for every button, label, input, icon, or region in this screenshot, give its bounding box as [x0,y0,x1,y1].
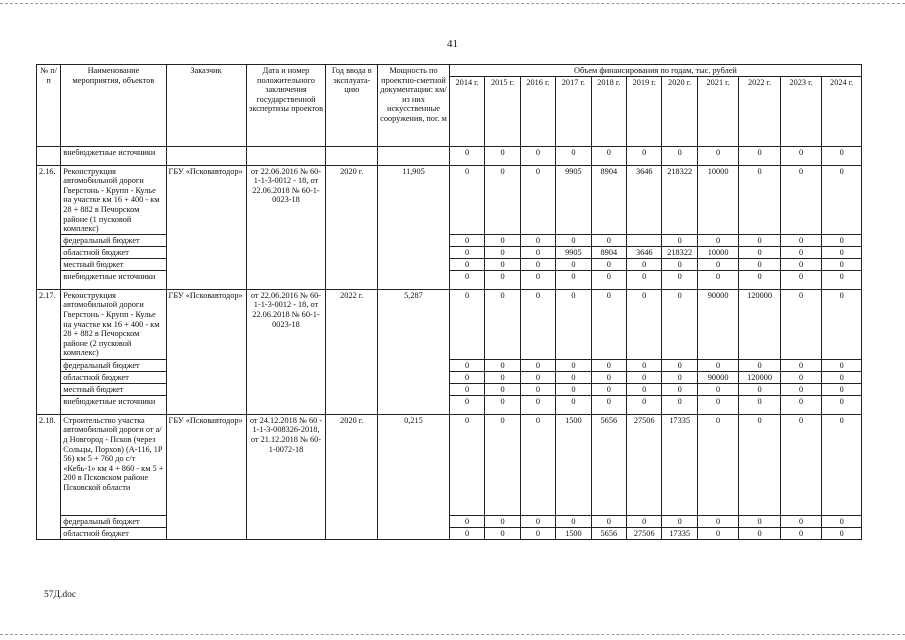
value-cell: 0 [591,234,626,246]
source-row [37,258,862,270]
value-cell: 0 [780,371,821,383]
value-cell: 1500 [556,527,591,539]
value-cell: 0 [485,165,520,234]
value-cell: 0 [520,146,555,165]
value-cell: 0 [449,359,484,371]
value-cell: 0 [449,258,484,270]
value-cell: 0 [739,258,780,270]
project-capacity: 11,905 [378,165,450,289]
value-cell: 120000 [739,289,780,359]
source-row [37,515,862,527]
value-cell: 0 [697,234,738,246]
header-capacity: Мощность по проектно-сметной документации: км/из них искусственные сооружения, пог. м [378,65,450,147]
value-cell: 0 [449,246,484,258]
value-cell: 0 [520,258,555,270]
source-label: федеральный бюджет [61,515,166,527]
source-label: внебюджетные источники [61,270,166,289]
value-cell: 0 [449,395,484,414]
value-cell: 0 [662,258,697,270]
value-cell: 0 [556,289,591,359]
source-row [37,234,862,246]
value-cell: 0 [449,383,484,395]
value-cell: 0 [822,515,862,527]
project-number: 2.17. [37,289,61,414]
value-cell: 9905 [556,165,591,234]
value-cell: 0 [739,383,780,395]
source-row [37,383,862,395]
source-row [37,246,862,258]
value-cell: 9905 [556,246,591,258]
value-cell: 0 [822,395,862,414]
value-cell: 0 [662,270,697,289]
value-cell: 0 [485,246,520,258]
header-year-5: 2019 г. [627,76,662,146]
value-cell: 0 [520,234,555,246]
value-cell: 218322 [662,165,697,234]
header-year-3: 2017 г. [556,76,591,146]
value-cell: 0 [822,289,862,359]
value-cell: 0 [627,289,662,359]
value-cell: 0 [627,395,662,414]
value-cell: 0 [556,383,591,395]
project-name: Реконструкция автомобильной дороги Гверстонь - Крупп - Кулье на участке км 16 + 400 - км 28 + 882 в Печорском районе (1 пусковой комплекс) [61,165,166,234]
value-cell: 0 [662,395,697,414]
source-row [37,395,862,414]
scan-edge-top [0,3,905,4]
header-year: Год ввода в эксплуата-цию [326,65,378,147]
header-year-4: 2018 г. [591,76,626,146]
value-cell: 0 [627,146,662,165]
source-label: федеральный бюджет [61,234,166,246]
value-cell: 0 [780,383,821,395]
value-cell: 0 [822,414,862,515]
empty-cell [37,146,61,165]
value-cell: 8904 [591,246,626,258]
value-cell: 8904 [591,165,626,234]
project-expertise: от 22.06.2016 № 60-1-1-3-0012 - 18, от 22.06.2018 № 60-1-0023-18 [246,289,326,414]
project-name: Реконструкция автомобильной дороги Гверстонь - Крупп - Кулье на участке км 16 + 400 - км 28 + 882 в Печорском районе (2 пусковой комплекс) [61,289,166,359]
value-cell: 0 [449,515,484,527]
value-cell: 0 [485,146,520,165]
project-number: 2.16. [37,165,61,289]
value-cell: 0 [485,289,520,359]
source-label: внебюджетные источники [61,395,166,414]
value-cell: 0 [780,146,821,165]
value-cell: 3646 [627,246,662,258]
value-cell: 0 [520,289,555,359]
value-cell: 0 [780,515,821,527]
empty-cell [166,146,246,165]
value-cell: 0 [822,246,862,258]
funding-table [36,64,862,540]
header-year-0: 2014 г. [449,76,484,146]
value-cell: 0 [697,359,738,371]
value-cell: 0 [780,289,821,359]
value-cell: 0 [591,371,626,383]
header-customer: Заказчик [166,65,246,147]
value-cell: 0 [591,258,626,270]
value-cell: 0 [662,383,697,395]
value-cell: 27506 [627,527,662,539]
value-cell: 0 [556,258,591,270]
value-cell: 0 [449,165,484,234]
value-cell: 0 [780,234,821,246]
empty-cell [378,146,450,165]
project-row [37,414,862,515]
value-cell: 5656 [591,414,626,515]
footer-filename: 57Д.doc [44,590,77,600]
value-cell: 0 [662,146,697,165]
value-cell: 10000 [697,246,738,258]
value-cell: 0 [449,414,484,515]
value-cell: 0 [739,395,780,414]
header-expertise: Дата и номер положительного заключения государственной экспертизы проектов [246,65,326,147]
source-row [37,270,862,289]
value-cell: 0 [822,234,862,246]
project-year: 2022 г. [326,289,378,414]
source-label: внебюджетные источники [61,146,166,165]
value-cell: 0 [822,146,862,165]
value-cell: 0 [822,383,862,395]
header-year-7: 2021 г. [697,76,738,146]
value-cell: 0 [822,359,862,371]
value-cell: 0 [697,527,738,539]
value-cell: 0 [556,234,591,246]
value-cell: 0 [485,395,520,414]
value-cell: 0 [591,515,626,527]
project-name: Строительство участка автомобильной дороги от а/д Новгород - Псков (через Сольцы, Порхов) (А-116, 1Р 56) км 5 + 760 до с/т «Кебь-1» км 4 + 860 - км 5 + 200 в Псковском районе Псковской области [61,414,166,515]
value-cell: 0 [520,414,555,515]
value-cell: 0 [449,234,484,246]
value-cell: 0 [485,359,520,371]
header-year-6: 2020 г. [662,76,697,146]
value-cell: 0 [662,289,697,359]
value-cell: 0 [739,359,780,371]
value-cell: 0 [591,270,626,289]
header-year-2: 2016 г. [520,76,555,146]
value-cell: 0 [556,515,591,527]
value-cell: 0 [662,371,697,383]
value-cell [627,234,662,246]
value-cell: 0 [520,515,555,527]
project-customer: ГБУ «Псковавтодор» [166,289,246,414]
value-cell: 0 [627,383,662,395]
value-cell: 0 [591,146,626,165]
header-year-8: 2022 г. [739,76,780,146]
value-cell: 0 [739,414,780,515]
value-cell: 10000 [697,165,738,234]
value-cell: 0 [822,371,862,383]
project-capacity: 5,287 [378,289,450,414]
header-year-9: 2023 г. [780,76,821,146]
value-cell: 0 [739,246,780,258]
value-cell: 0 [662,234,697,246]
value-cell: 0 [697,383,738,395]
value-cell: 0 [520,246,555,258]
value-cell: 0 [520,359,555,371]
header-year-10: 2024 г. [822,76,862,146]
value-cell: 0 [627,371,662,383]
value-cell: 0 [739,165,780,234]
value-cell: 0 [780,258,821,270]
value-cell: 0 [556,146,591,165]
value-cell: 90000 [697,289,738,359]
value-cell: 0 [627,359,662,371]
value-cell: 0 [591,383,626,395]
value-cell: 0 [822,258,862,270]
project-row [37,165,862,234]
value-cell: 0 [780,270,821,289]
value-cell: 5656 [591,527,626,539]
header-year-1: 2015 г. [485,76,520,146]
value-cell: 0 [662,515,697,527]
funding-table-body [37,146,862,539]
project-customer: ГБУ «Псковавтодор» [166,165,246,289]
value-cell: 1500 [556,414,591,515]
project-year: 2020 г. [326,414,378,539]
header-num: № п/п [37,65,61,147]
value-cell: 0 [485,515,520,527]
value-cell: 0 [591,289,626,359]
value-cell: 0 [556,270,591,289]
value-cell: 0 [485,371,520,383]
value-cell: 0 [591,395,626,414]
value-cell: 0 [449,289,484,359]
project-expertise: от 24.12.2018 № 60 - 1-1-3-008326-2018, от 21.12.2018 № 60-1-0072-18 [246,414,326,539]
value-cell: 218322 [662,246,697,258]
value-cell: 0 [520,371,555,383]
value-cell: 0 [697,395,738,414]
value-cell: 17335 [662,414,697,515]
value-cell: 0 [780,527,821,539]
value-cell: 27506 [627,414,662,515]
value-cell: 0 [780,359,821,371]
project-year: 2020 г. [326,165,378,289]
value-cell: 0 [697,258,738,270]
value-cell: 0 [822,270,862,289]
value-cell: 0 [627,270,662,289]
page-number: 41 [447,38,458,50]
value-cell: 0 [697,270,738,289]
empty-cell [326,146,378,165]
value-cell: 3646 [627,165,662,234]
value-cell: 0 [780,395,821,414]
value-cell: 0 [556,371,591,383]
value-cell: 0 [739,527,780,539]
value-cell: 0 [780,414,821,515]
value-cell: 0 [697,146,738,165]
value-cell: 0 [449,270,484,289]
source-row [37,527,862,539]
value-cell: 0 [520,383,555,395]
value-cell: 0 [627,258,662,270]
value-cell: 0 [449,527,484,539]
value-cell: 90000 [697,371,738,383]
source-label: федеральный бюджет [61,359,166,371]
value-cell: 0 [627,515,662,527]
value-cell: 0 [780,165,821,234]
project-number: 2.18. [37,414,61,539]
value-cell: 17335 [662,527,697,539]
value-cell: 0 [697,414,738,515]
source-row [37,371,862,383]
value-cell: 0 [697,515,738,527]
value-cell: 0 [449,371,484,383]
value-cell: 0 [556,395,591,414]
value-cell: 0 [739,234,780,246]
empty-cell [246,146,326,165]
source-label: местный бюджет [61,383,166,395]
table-row [37,146,862,165]
value-cell: 0 [556,359,591,371]
header-funding: Объем финансирования по годам, тыс. рублей [449,65,861,77]
value-cell: 0 [449,146,484,165]
scan-edge-bottom [0,634,905,635]
value-cell: 0 [822,527,862,539]
project-expertise: от 22.06.2016 № 60-1-1-3-0012 - 18, от 22.06.2018 № 60-1-0023-18 [246,165,326,289]
value-cell: 120000 [739,371,780,383]
source-row [37,359,862,371]
value-cell: 0 [739,270,780,289]
source-label: областной бюджет [61,246,166,258]
value-cell: 0 [485,383,520,395]
value-cell: 0 [520,527,555,539]
value-cell: 0 [485,527,520,539]
value-cell: 0 [739,515,780,527]
value-cell: 0 [780,246,821,258]
source-label: областной бюджет [61,371,166,383]
value-cell: 0 [520,270,555,289]
header-name: Наименование мероприятия, объектов [61,65,166,147]
value-cell: 0 [485,270,520,289]
value-cell: 0 [520,165,555,234]
value-cell: 0 [520,395,555,414]
project-row [37,289,862,359]
value-cell: 0 [485,258,520,270]
source-label: областной бюджет [61,527,166,539]
project-capacity: 0,215 [378,414,450,539]
value-cell: 0 [485,414,520,515]
value-cell: 0 [591,359,626,371]
source-label: местный бюджет [61,258,166,270]
value-cell: 0 [662,359,697,371]
value-cell: 0 [822,165,862,234]
project-customer: ГБУ «Псковавтодор» [166,414,246,539]
value-cell: 0 [485,234,520,246]
value-cell: 0 [739,146,780,165]
